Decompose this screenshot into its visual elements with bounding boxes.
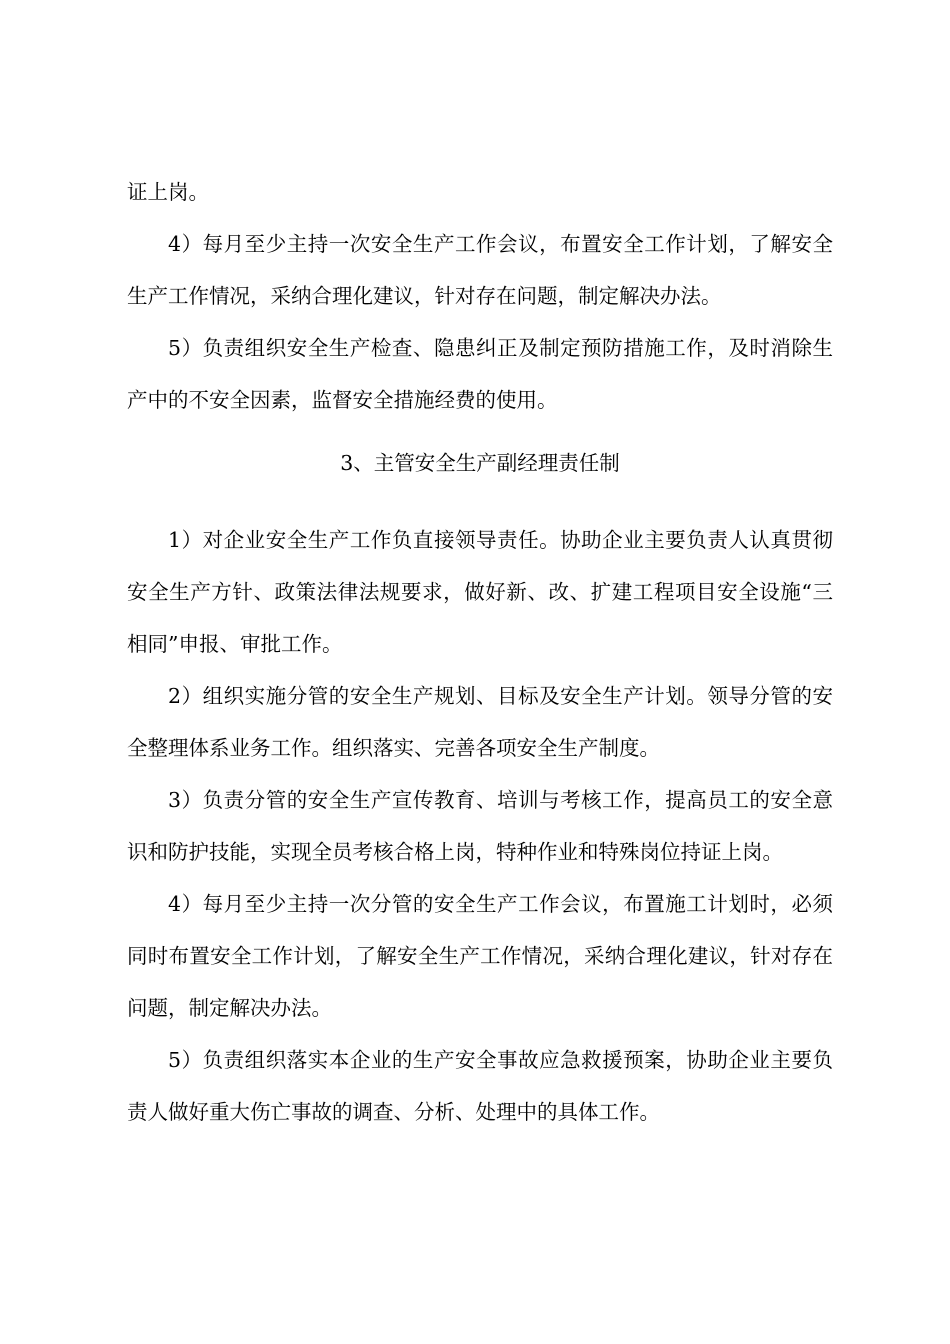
paragraph-item-5: 5）负责组织安全生产检查、隐患纠正及制定预防措施工作，及时消除生产中的不安全因素，监督安全措施经费的使用。: [127, 336, 833, 412]
paragraph-section3-item-1: 1）对企业安全生产工作负直接领导责任。协助企业主要负责人认真贯彻安全生产方针、政策法律法规要求，做好新、改、扩建工程项目安全设施“三相同”申报、审批工作。: [127, 528, 833, 656]
paragraph-item-4: 4）每月至少主持一次安全生产工作会议，布置安全工作计划，了解安全生产工作情况，采纳合理化建议，针对存在问题，制定解决办法。: [127, 232, 833, 308]
paragraph-section3-item-3: 3）负责分管的安全生产宣传教育、培训与考核工作，提高员工的安全意识和防护技能，实现全员考核合格上岗，特种作业和特殊岗位持证上岗。: [127, 788, 833, 864]
paragraph-section3-item-2: 2）组织实施分管的安全生产规划、目标及安全生产计划。领导分管的安全整理体系业务工作。组织落实、完善各项安全生产制度。: [127, 684, 833, 760]
paragraph-continuation: 证上岗。: [127, 180, 209, 204]
paragraph-section3-item-4: 4）每月至少主持一次分管的安全生产工作会议，布置施工计划时，必须同时布置安全工作计划，了解安全生产工作情况，采纳合理化建议，针对存在问题，制定解决办法。: [127, 892, 833, 1020]
document-body: [127, 166, 833, 1138]
section-heading: 3、主管安全生产副经理责任制: [340, 451, 620, 475]
paragraph-section3-item-5: 5）负责组织落实本企业的生产安全事故应急救援预案，协助企业主要负责人做好重大伤亡事故的调查、分析、处理中的具体工作。: [127, 1048, 833, 1124]
